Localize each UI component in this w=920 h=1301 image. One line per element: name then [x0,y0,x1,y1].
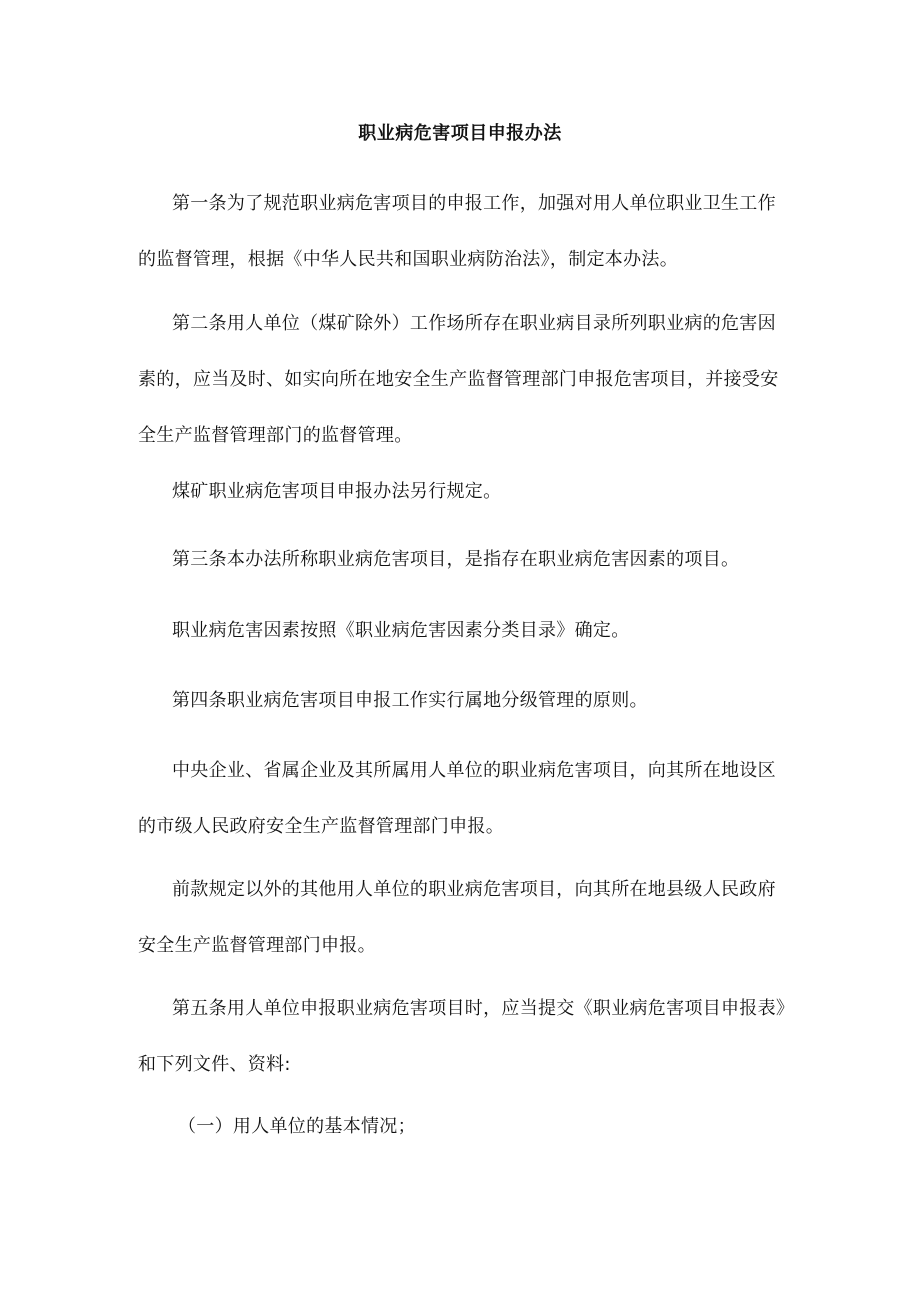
paragraph-article-2: 第二条用人单位（煤矿除外）工作场所存在职业病目录所列职业病的危害因素的，应当及时、如实向所在地安全生产监督管理部门申报危害项目，并接受安全生产监督管理部门的监督管理。 [138,313,779,446]
paragraph-hazard-factor-catalog: 职业病危害因素按照《职业病危害因素分类目录》确定。 [172,620,630,641]
paragraph-central-enterprises: 中央企业、省属企业及其所属用人单位的职业病危害项目，向其所在地设区的市级人民政府安全生产监督管理部门申报。 [138,760,776,837]
paragraph-coal-mine-note: 煤矿职业病危害项目申报办法另行规定。 [172,481,502,502]
list-item-basic-info: （一）用人单位的基本情况； [178,1116,416,1137]
document-title: 职业病危害项目申报办法 [358,123,562,144]
paragraph-article-4: 第四条职业病危害项目申报工作实行属地分级管理的原则。 [172,690,648,711]
paragraph-article-3: 第三条本办法所称职业病危害项目，是指存在职业病危害因素的项目。 [172,549,740,570]
paragraph-article-5: 第五条用人单位申报职业病危害项目时，应当提交《职业病危害项目申报表》和下列文件、资料: [138,998,786,1075]
paragraph-other-units: 前款规定以外的其他用人单位的职业病危害项目，向其所在地县级人民政府安全生产监督管理部门申报。 [138,879,776,956]
paragraph-article-1: 第一条为了规范职业病危害项目的申报工作，加强对用人单位职业卫生工作的监督管理，根据《中华人民共和国职业病防治法》，制定本办法。 [138,193,776,270]
